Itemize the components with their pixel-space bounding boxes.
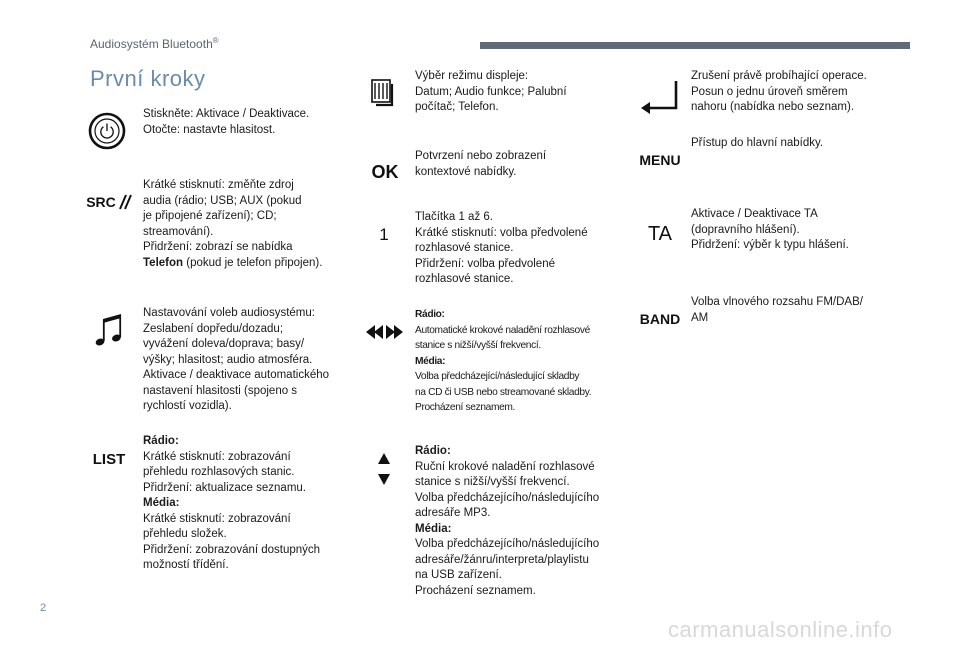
page-title: První kroky: [90, 66, 206, 91]
ok-icon: OK: [371, 161, 399, 182]
updown-description: Rádio: Ruční krokové naladění rozhlasové stanice s nižší/vyšší frekvencí. Volba předcházejícího/následujícího adresáře MP3. Média: Volba předcházejícího/následujícího adresáře/žánru/interpreta/playlistu na USB zařízení. Procházení seznamem.: [415, 445, 600, 597]
audio-settings-description: Nastavování voleb audiosystému: Zeslabení dopředu/dozadu; vyvážení doleva/doprava; basy/ výšky; hlasitost; audio atmosféra. Aktivace / deaktivace automatického nastavení hlasitosti (spojeno s rychlostí vozidla).: [143, 307, 330, 412]
menu-description: Přístup do hlavní nabídky.: [691, 137, 824, 149]
list-description: Rádio: Krátké stisknutí: zobrazování přehledu rozhlasových stanic. Přidržení: aktualizace seznamu. Média: Krátké stisknutí: zobrazování přehledu složek. Přidržení: zobrazování dostupných možností třídění.: [143, 435, 321, 571]
back-description: Zrušení právě probíhající operace. Posun o jednu úroveň směrem nahoru (nabídka nebo seznam).: [691, 70, 867, 113]
ta-icon: TA: [647, 222, 673, 245]
seek-description: Rádio: Automatické krokové naladění rozhlasové stanice s nižší/vyšší frekvencí. Média: Volba předcházející/následující skladby na CD či USB nebo streamované skladby. Procházení seznamem.: [415, 309, 592, 413]
display-mode-description: Výběr režimu displeje: Datum; Audio funkce; Palubní počítač; Telefon.: [415, 70, 567, 113]
menu-icon: MENU: [639, 152, 681, 168]
header-title: Audiosystém Bluetooth®: [90, 36, 219, 51]
preset-1-icon: 1: [379, 225, 389, 244]
power-description: Stiskněte: Aktivace / Deaktivace. Otočte: nastavte hlasitost.: [143, 108, 310, 136]
preset-description: Tlačítka 1 až 6. Krátké stisknutí: volba předvolené rozhlasové stanice. Přidržení: volba předvolené rozhlasové stanice.: [415, 211, 588, 285]
back-icon: [638, 76, 682, 116]
display-mode-icon: [368, 76, 400, 110]
src-description: Krátké stisknutí: změňte zdroj audia (rádio; USB; AUX (pokud je připojené zařízení); CD; streamování). Přidržení: zobrazí se nabídka Telefon (pokud je telefon připojen).: [143, 179, 323, 269]
up-down-icon: [374, 450, 394, 488]
src-icon: SRC: [84, 190, 134, 214]
seek-icon: [364, 322, 406, 342]
band-icon: BAND: [639, 311, 681, 327]
music-note-icon: [92, 310, 126, 350]
ok-description: Potvrzení nebo zobrazení kontextové nabídky.: [415, 150, 547, 178]
band-description: Volba vlnového rozsahu FM/DAB/ AM: [691, 296, 863, 324]
header-bar: [480, 42, 910, 49]
page-number: 2: [40, 602, 47, 614]
list-icon: LIST: [92, 450, 126, 468]
watermark: carmanualsonline.info: [668, 617, 893, 642]
power-icon: [86, 110, 128, 152]
ta-description: Aktivace / Deaktivace TA (dopravního hlášení). Přidržení: výběr k typu hlášení.: [691, 208, 849, 251]
